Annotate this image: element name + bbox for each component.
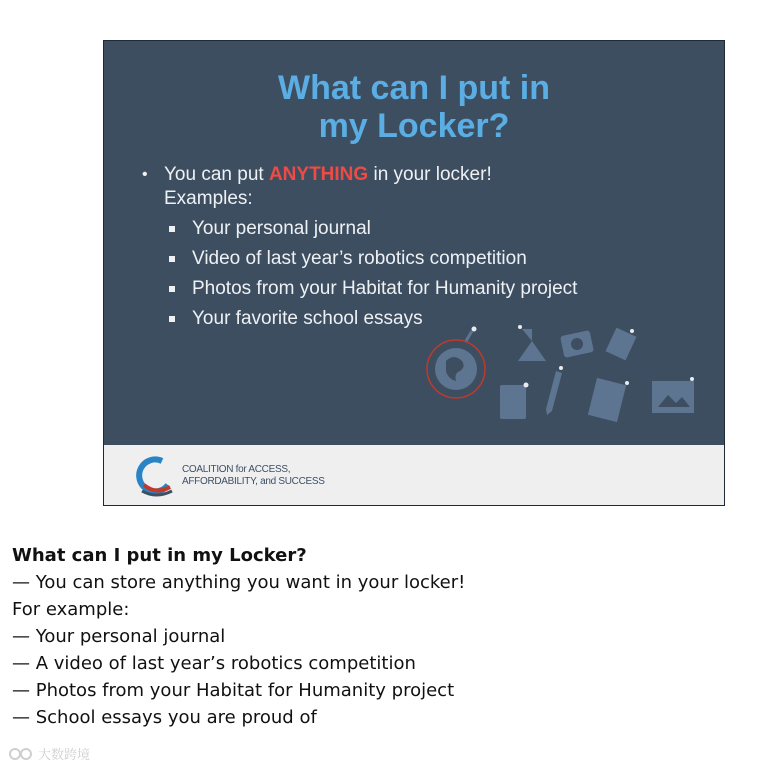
document-icon <box>606 328 637 361</box>
speaker-notes <box>12 542 465 731</box>
square-bullet-icon <box>169 316 175 322</box>
notebook-icon <box>500 383 529 420</box>
examples-label: Examples: <box>164 188 253 209</box>
photo-icon <box>652 377 694 413</box>
bullet-prefix: You can put <box>164 164 269 185</box>
pencil-icon <box>546 366 563 415</box>
slide-footer <box>104 445 724 505</box>
sub-bullet-text: Your personal journal <box>192 218 371 239</box>
square-bullet-icon <box>169 226 175 232</box>
presentation-slide <box>103 40 725 506</box>
globe-icon <box>427 327 485 399</box>
notes-heading: What can I put in my Locker? <box>12 545 307 566</box>
flask-icon <box>518 325 546 361</box>
notes-line: — Your personal journal <box>12 626 226 647</box>
notes-line: — You can store anything you want in your locker! <box>12 572 466 593</box>
logo-line-1: COALITION for ACCESS, <box>182 464 291 475</box>
watermark-text: 大数跨境 <box>38 747 91 762</box>
square-bullet-icon <box>169 286 175 292</box>
logo-line-2: AFFORDABILITY, and SUCCESS <box>182 476 325 487</box>
sub-bullet <box>140 247 577 271</box>
sub-bullet-text: Video of last year’s robotics competition <box>192 248 527 269</box>
notes-line: — Photos from your Habitat for Humanity project <box>12 680 455 701</box>
notes-line: — A video of last year’s robotics competition <box>12 653 416 674</box>
slide-icon-cluster <box>422 323 722 443</box>
slide-title <box>104 69 724 145</box>
watermark-logo-icon <box>8 747 34 761</box>
coalition-logo-icon <box>134 455 178 499</box>
paper-icon <box>588 378 629 422</box>
notes-line: For example: <box>12 599 130 620</box>
slide-bullet-list <box>140 163 577 331</box>
bullet-dot-icon: • <box>142 166 148 183</box>
sub-bullet <box>140 277 577 301</box>
coalition-logo-text <box>182 464 325 488</box>
sub-bullet-text: Your favorite school essays <box>192 308 423 329</box>
sub-bullet <box>140 217 577 241</box>
sub-bullet-text: Photos from your Habitat for Humanity project <box>192 278 578 299</box>
slide-title-line-1: What can I put in <box>278 69 550 107</box>
bullet-suffix: in your locker! <box>368 164 492 185</box>
main-bullet <box>140 163 577 211</box>
bullet-highlight: ANYTHING <box>268 164 369 185</box>
slide-title-line-2: my Locker? <box>318 107 510 145</box>
square-bullet-icon <box>169 256 175 262</box>
watermark <box>8 744 90 763</box>
notes-line: — School essays you are proud of <box>12 707 317 728</box>
camera-icon <box>560 330 594 358</box>
